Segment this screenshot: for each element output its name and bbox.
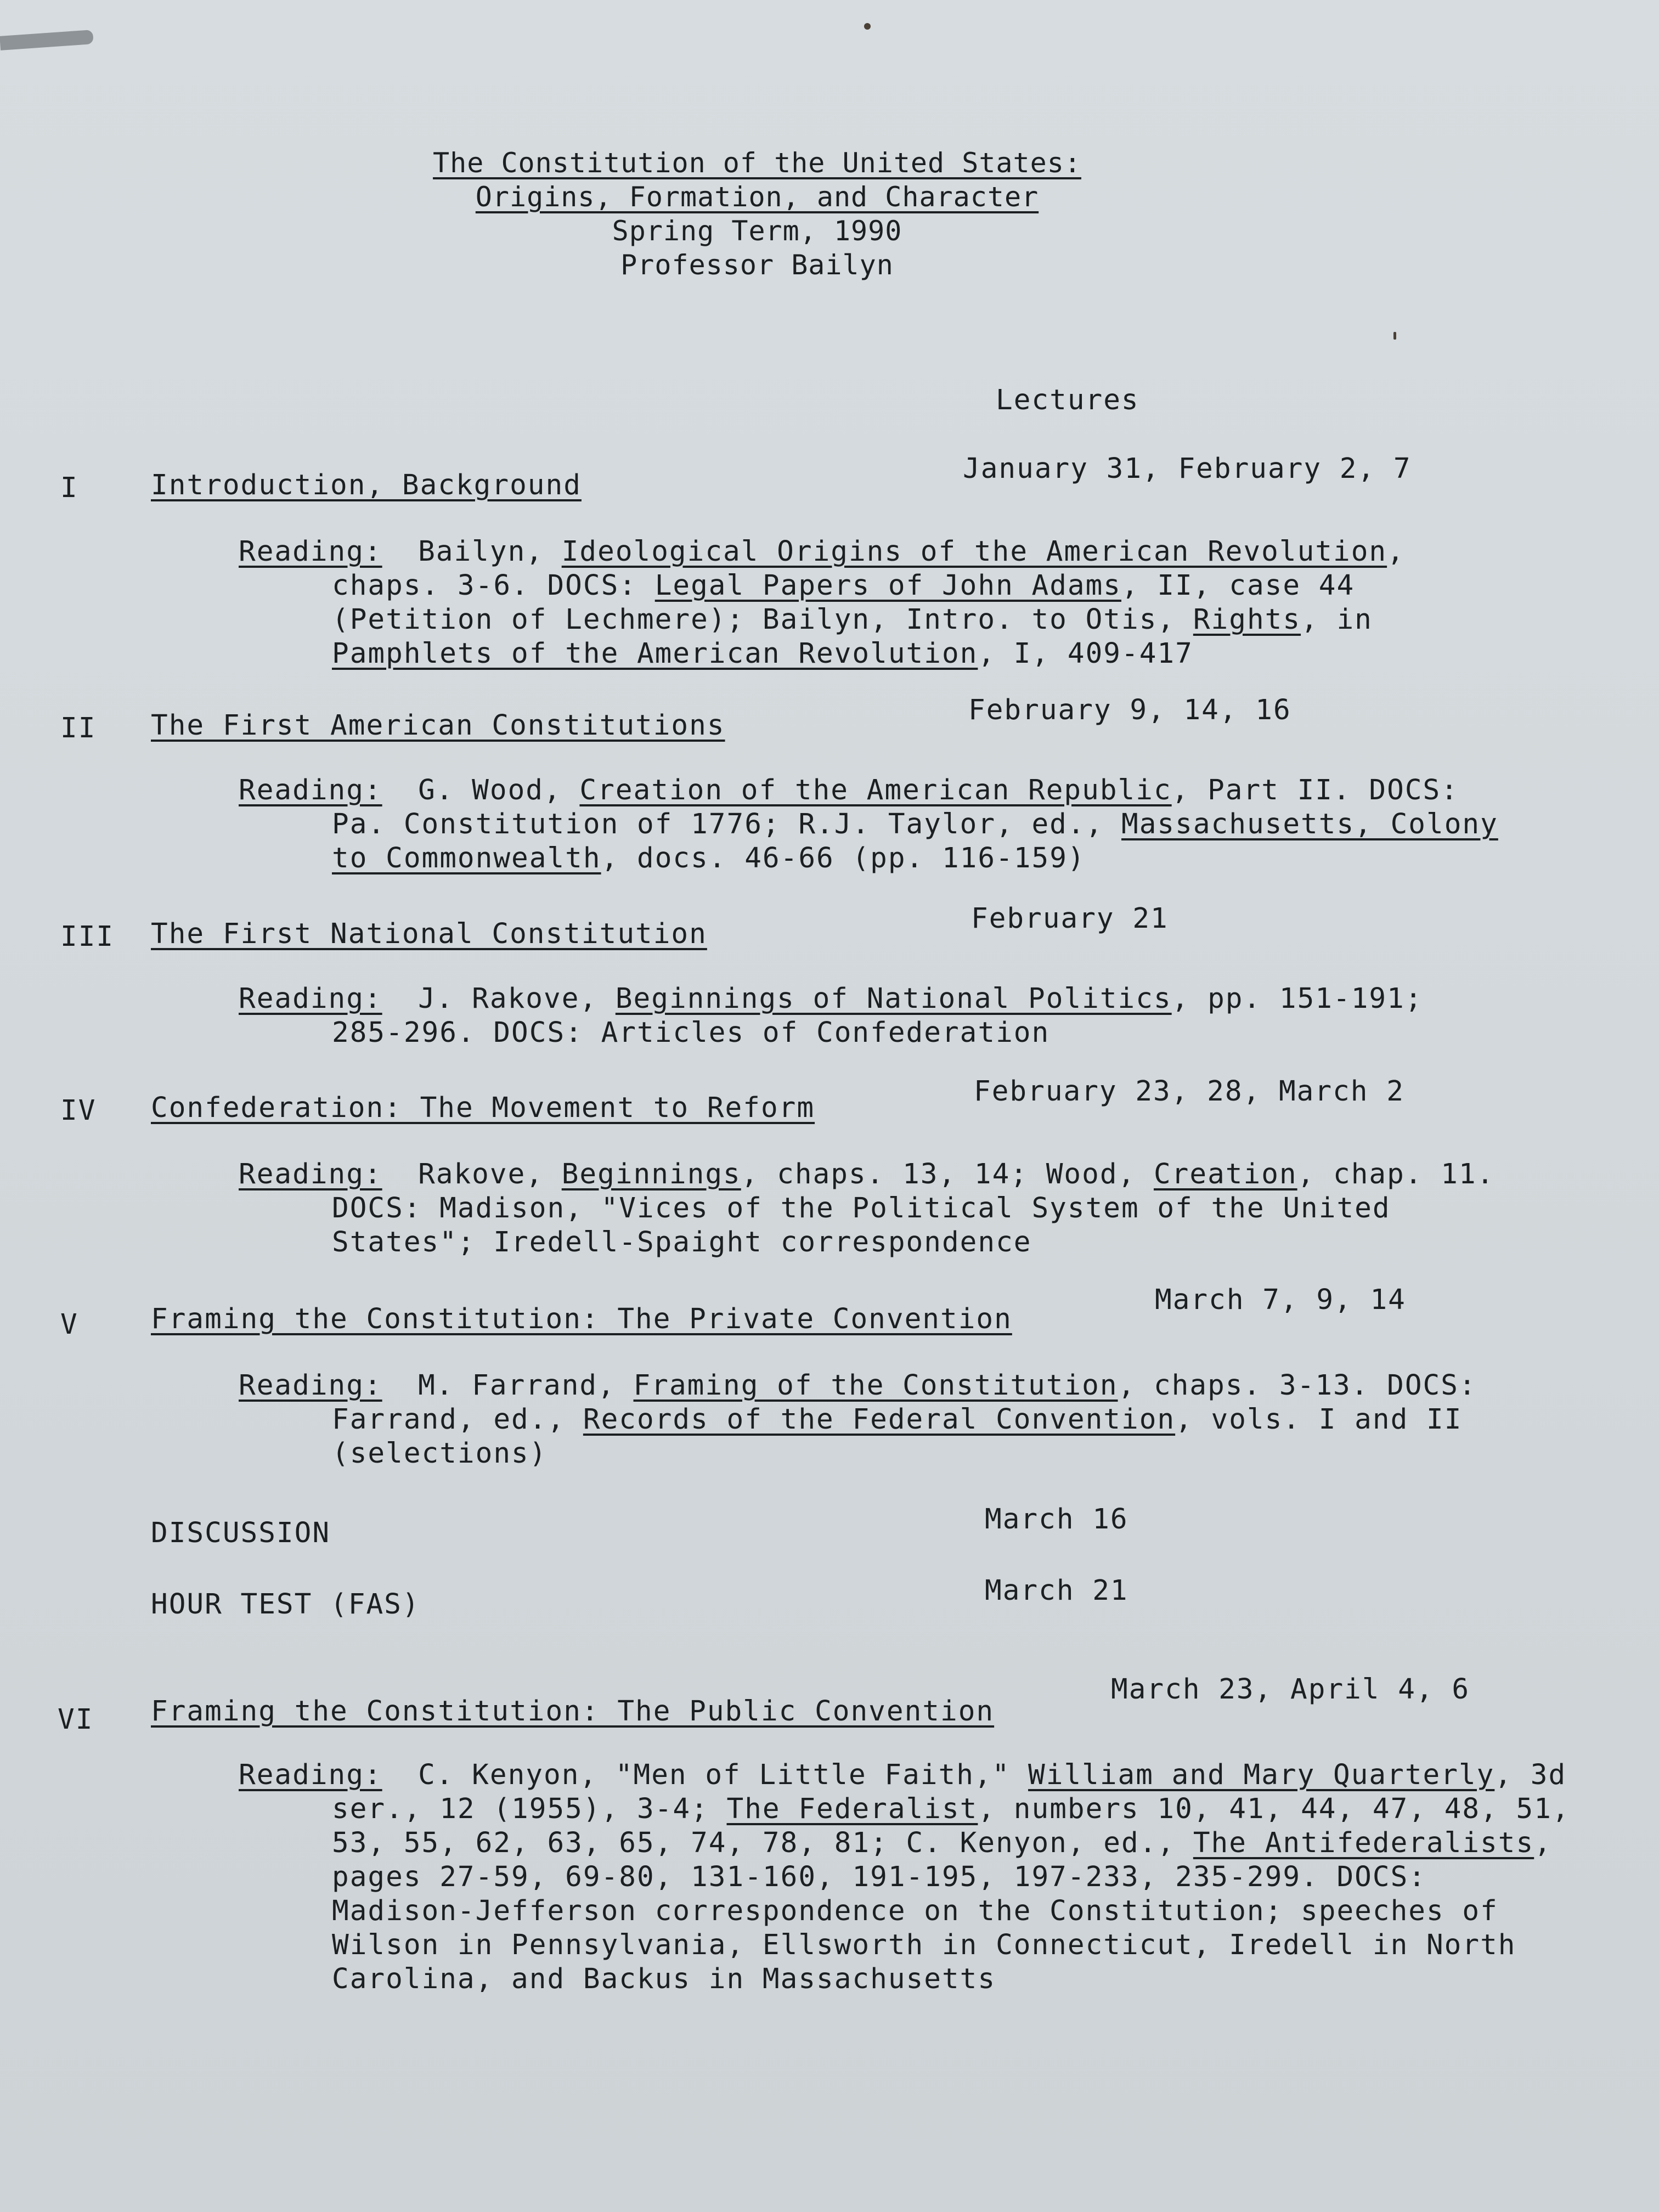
section-numeral: II xyxy=(60,712,97,744)
section-title: The First National Constitution xyxy=(151,918,707,950)
course-title-line2: Origins, Formation, and Character xyxy=(475,181,1039,213)
section-dates: February 23, 28, March 2 xyxy=(974,1075,1404,1108)
reading-block: Reading: J. Rakove, Beginnings of National Politics, pp. 151-191; 285-296. DOCS: Articles of Confederation xyxy=(239,983,1423,1049)
section-title: Confederation: The Movement to Reform xyxy=(151,1092,815,1124)
section-title: Introduction, Background xyxy=(151,469,582,501)
staple xyxy=(0,30,94,50)
section-numeral: VI xyxy=(58,1703,94,1736)
section-dates: January 31, February 2, 7 xyxy=(963,453,1412,485)
section-title: Framing the Constitution: The Public Convention xyxy=(151,1695,995,1728)
reading-block: Reading: M. Farrand, Framing of the Constitution, chaps. 3-13. DOCS: Farrand, ed., Records of the Federal Convention, vols. I and II (selections) xyxy=(239,1369,1477,1470)
section-dates: March 7, 9, 14 xyxy=(1155,1284,1406,1316)
hour-test-entry: HOUR TEST (FAS) xyxy=(151,1588,420,1621)
section-numeral: III xyxy=(60,921,115,953)
reading-block: Reading: Rakove, Beginnings, chaps. 13, 14; Wood, Creation, chap. 11. DOCS: Madison, "Vices of the Political System of the United States"; Iredell-Spaight correspondence xyxy=(239,1158,1495,1259)
course-title-line1: The Constitution of the United States: xyxy=(433,147,1081,179)
discussion-entry: DISCUSSION xyxy=(151,1517,331,1549)
section-title: Framing the Constitution: The Private Convention xyxy=(151,1303,1012,1335)
section-dates: February 9, 14, 16 xyxy=(968,694,1291,726)
section-numeral: V xyxy=(60,1308,78,1341)
section-numeral: I xyxy=(60,472,78,504)
hour-test-date: March 21 xyxy=(985,1575,1128,1607)
section-dates: March 23, April 4, 6 xyxy=(1111,1673,1470,1706)
lectures-column-label: Lectures xyxy=(996,384,1139,416)
paper-speck xyxy=(864,23,871,30)
reading-block: Reading: C. Kenyon, "Men of Little Faith," William and Mary Quarterly, 3d ser., 12 (1955), 3-4; The Federalist, numbers 10, 41, 44, 47, 48, 51, 53, 55, 62, 63, 65, 74, 78, 81; C. Kenyon, ed., The Antifederalists, pages 27-59, 69-80, 131-160, 191-195, 197-233, 235-299. DOCS: Madison-Jefferson correspondence on the Constitution; speeches of Wilson in Pennsylvania, Ellsworth in Connecticut, Iredell in North Carolina, and Backus in Massachusetts xyxy=(239,1759,1570,1995)
paper-speck xyxy=(1393,332,1396,340)
discussion-date: March 16 xyxy=(985,1503,1128,1536)
reading-block: Reading: G. Wood, Creation of the American Republic, Part II. DOCS: Pa. Constitution of 1776; R.J. Taylor, ed., Massachusetts, Colony to Commonwealth, docs. 46-66 (pp. 116-159) xyxy=(239,774,1498,874)
term-line: Spring Term, 1990 xyxy=(612,215,902,247)
reading-block: Reading: Bailyn, Ideological Origins of the American Revolution, chaps. 3-6. DOCS: Legal Papers of John Adams, II, case 44 (Petition of Lechmere); Bailyn, Intro. to Otis, Rights, in Pamphlets of the American Revolution, I, 409-417 xyxy=(239,535,1405,670)
professor-line: Professor Bailyn xyxy=(620,249,894,281)
section-numeral: IV xyxy=(60,1094,97,1127)
section-dates: February 21 xyxy=(971,902,1169,935)
section-title: The First American Constitutions xyxy=(151,709,725,742)
